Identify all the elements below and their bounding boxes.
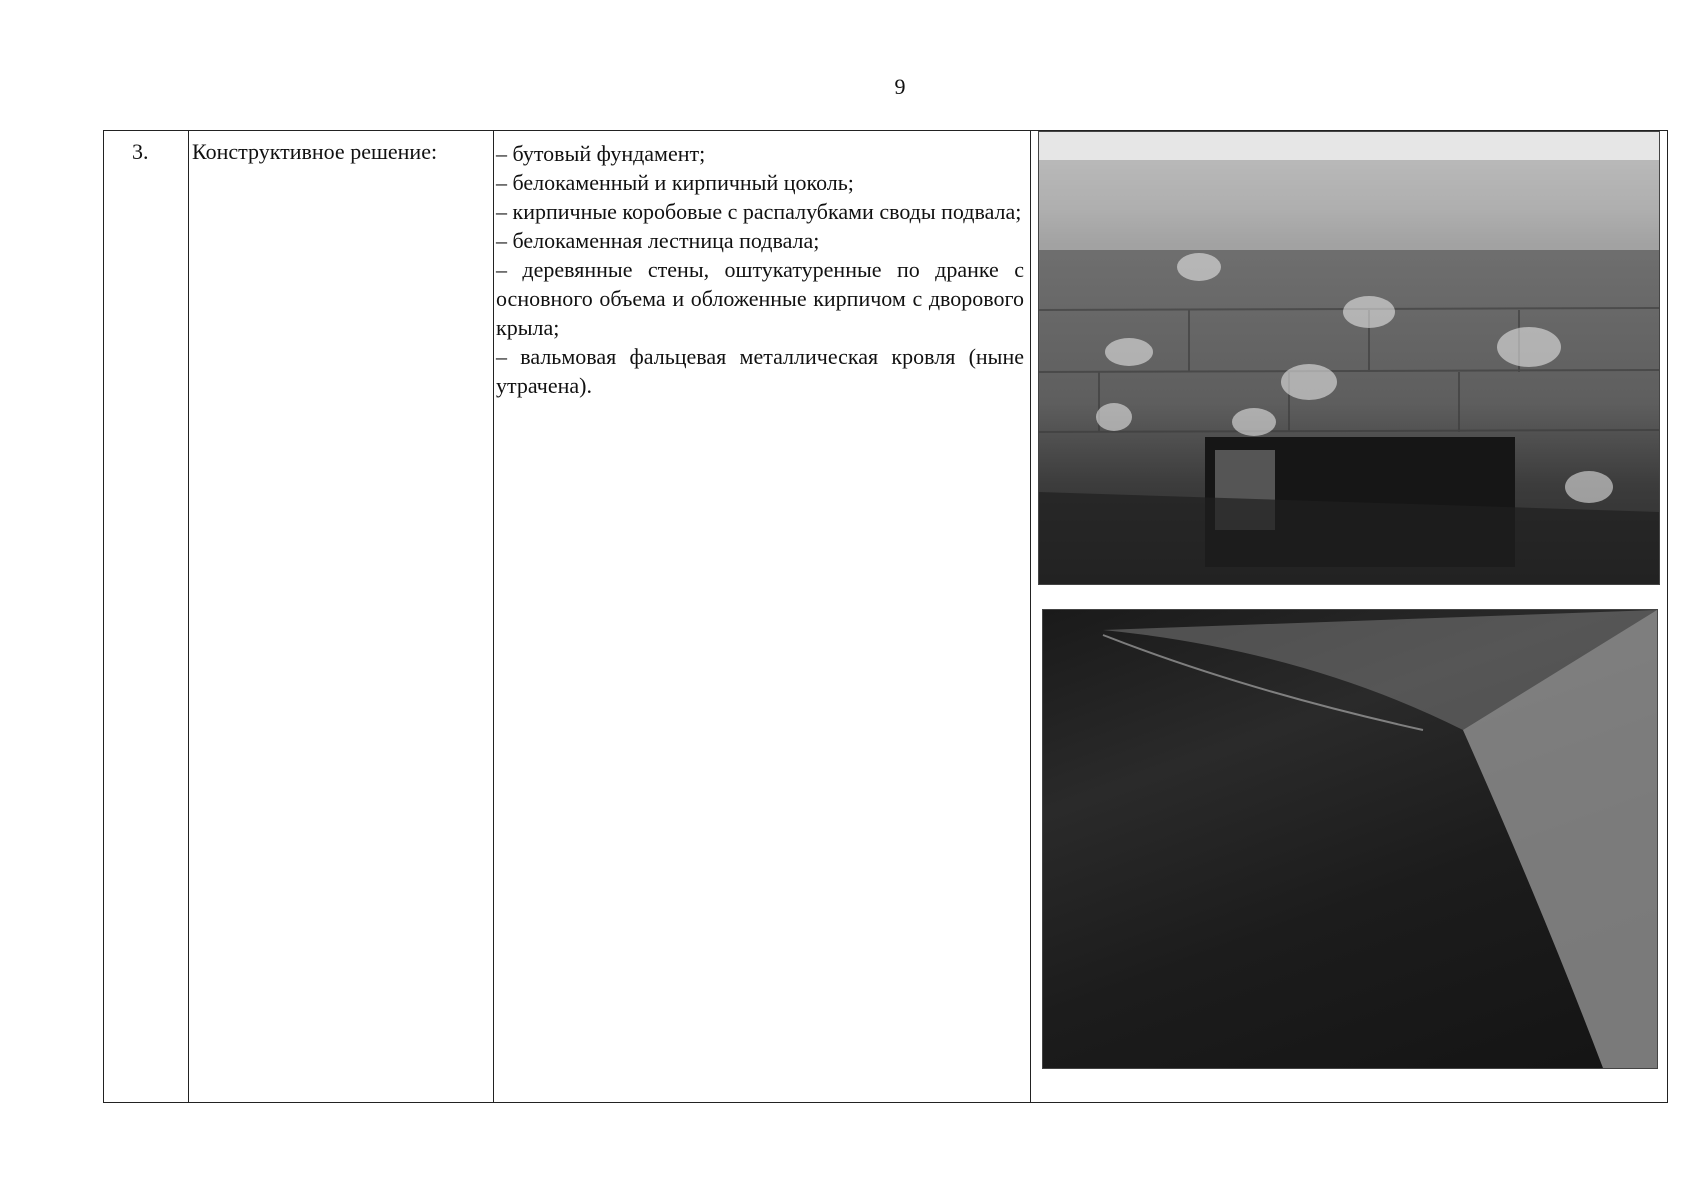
photo-basement-wall-image	[1039, 132, 1659, 584]
photo-basement-wall	[1038, 131, 1660, 585]
construction-items-list	[496, 139, 1024, 400]
construction-item: – деревянные стены, оштукатуренные по дранке с основного объема и обложенные кирпичом с дворового крыла;	[496, 257, 1024, 340]
page-number: 9	[894, 74, 906, 99]
construction-item: – кирпичные коробовые с распалубками своды подвала;	[496, 199, 1022, 224]
column-divider	[1030, 131, 1031, 1102]
photo-basement-vault-image	[1043, 610, 1657, 1068]
construction-item: – белокаменная лестница подвала;	[496, 228, 820, 253]
construction-item: – бутовый фундамент;	[496, 141, 706, 166]
column-divider	[188, 131, 189, 1102]
photo-basement-vault	[1042, 609, 1658, 1069]
row-title: Конструктивное решение:	[192, 139, 438, 164]
row-number: 3.	[132, 139, 149, 164]
column-divider	[493, 131, 494, 1102]
construction-item: – вальмовая фальцевая металлическая кровля (ныне утрачена).	[496, 344, 1024, 398]
construction-item: – белокаменный и кирпичный цоколь;	[496, 170, 854, 195]
construction-table	[103, 130, 1668, 1103]
